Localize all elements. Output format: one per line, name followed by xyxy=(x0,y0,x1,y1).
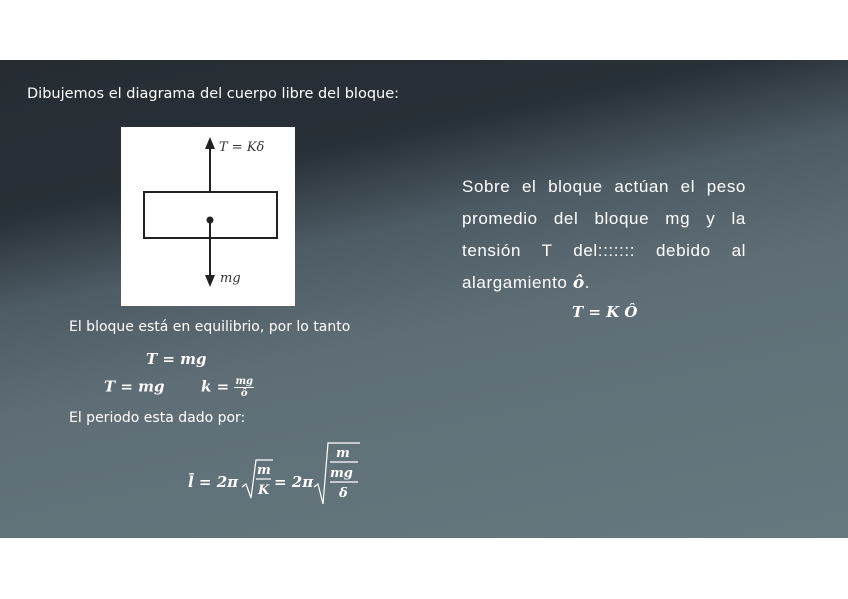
tension-label: T = Kδ xyxy=(219,140,265,155)
weight-arrowhead xyxy=(205,275,215,287)
slide xyxy=(0,60,848,538)
sqrt2-delta: δ xyxy=(339,486,348,501)
tension-arrowhead xyxy=(205,137,215,149)
free-body-diagram-drawing xyxy=(121,127,295,306)
k-fraction-numerator: mg xyxy=(235,376,254,387)
equation-k: k = xyxy=(201,377,230,396)
description-paragraph xyxy=(462,171,746,299)
equation-t-mg-2: T = mg xyxy=(104,377,165,396)
k-fraction xyxy=(234,376,254,399)
sqrt2-numerator: m xyxy=(336,446,350,461)
free-body-diagram xyxy=(121,127,295,306)
description-text: Sobre el bloque actúan el peso promedio del bloque mg y la tensión T del::::::: debido al alargamiento xyxy=(462,177,746,292)
elongation-symbol: ô xyxy=(572,273,585,293)
k-fraction-denominator: ô xyxy=(240,388,248,399)
weight-label: mg xyxy=(220,271,241,286)
tension-equation: T = K Ô xyxy=(572,303,638,321)
sqrt1-numerator: m xyxy=(257,463,271,478)
equation-t-mg: T = mg xyxy=(146,350,207,368)
description-end: . xyxy=(584,273,591,292)
period-formula xyxy=(185,440,375,510)
equation-row xyxy=(104,376,254,399)
period-lhs: l̄ = 2π xyxy=(188,473,239,491)
period-text: El periodo esta dado por: xyxy=(69,410,246,426)
equilibrium-text: El bloque está en equilibrio, por lo tanto xyxy=(69,319,351,335)
sqrt1-denominator: K xyxy=(258,483,270,498)
slide-title: Dibujemos el diagrama del cuerpo libre del bloque: xyxy=(27,86,400,102)
sqrt2-mg: mg xyxy=(330,466,353,481)
period-middle: = 2π xyxy=(274,473,314,491)
